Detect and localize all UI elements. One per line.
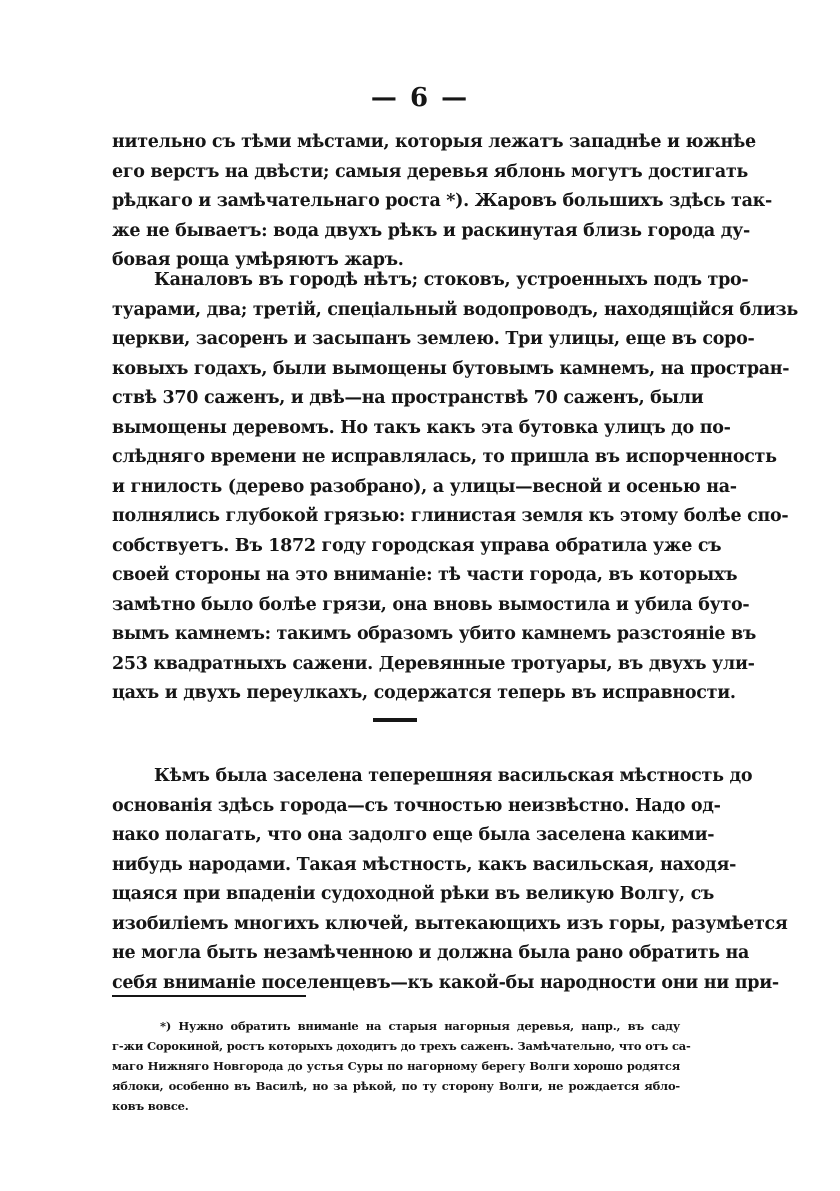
text-line: 253 квадратныхъ сажени. Деревянные тротуары, въ двухъ ули- [112, 653, 755, 674]
text-line: себя вниманіе поселенцевъ—къ какой-бы народности они ни при- [112, 972, 779, 993]
footnote-line: ковъ вовсе. [112, 1099, 189, 1113]
text-line: ствѣ 370 саженъ, и двѣ—на пространствѣ 70 саженъ, были [112, 388, 704, 408]
paragraph-settlement [112, 762, 788, 998]
text-line: не могла быть незамѣченною и должна была рано обратить на [112, 943, 750, 963]
text-line: туарами, два; третій, спеціальный водопроводъ, находящійся близь [112, 299, 798, 320]
text-line: нительно съ тѣми мѣстами, которыя лежатъ западнѣе и южнѣе [112, 132, 756, 152]
text-line: полнялись глубокой грязью: глинистая земля къ этому болѣе спо- [112, 506, 789, 526]
page-number: — 6 — [370, 83, 470, 113]
text-line: собствуетъ. Въ 1872 году городская управа обратила уже съ [112, 535, 722, 556]
section-separator [373, 718, 417, 722]
footnote-line: г-жи Сорокиной, ростъ которыхъ доходитъ до трехъ саженъ. Замѣчательно, что отъ са- [112, 1039, 691, 1053]
paragraph-canals [112, 266, 798, 709]
text-line: Каналовъ въ городѣ нѣтъ; стоковъ, устроенныхъ подъ тро- [154, 270, 749, 290]
text-line: его верстъ на двѣсти; самыя деревья яблонь могутъ достигать [112, 161, 749, 182]
text-line: Кѣмъ была заселена теперешняя васильская мѣстность до [154, 766, 753, 786]
text-line: основанія здѣсь города—съ точностью неизвѣстно. Надо од- [112, 795, 721, 816]
footnote-line: маго Нижняго Новгорода до устья Суры по нагорному берегу Волги хорошо родятся [112, 1059, 680, 1073]
footnote [112, 1016, 691, 1116]
footnote-line: яблоки, особенно въ Василѣ, но за рѣкой, по ту сторону Волги, не рождается ябло- [112, 1079, 680, 1093]
text-line: вымъ камнемъ: такимъ образомъ убито камнемъ разстояніе въ [112, 624, 757, 644]
footnote-line: *) Нужно обратить вниманіе на старыя нагорныя деревья, напр., въ саду [160, 1019, 680, 1033]
paragraph-climate [112, 128, 772, 276]
text-line: же не бываетъ: вода двухъ рѣкъ и раскинутая близь города ду- [112, 220, 750, 241]
text-line: нибудь народами. Такая мѣстность, какъ васильская, находя- [112, 854, 737, 875]
text-line: замѣтно было болѣе грязи, она вновь вымостила и убила буто- [112, 594, 750, 615]
text-line: нако полагать, что она задолго еще была заселена какими- [112, 825, 715, 845]
text-line: и гнилость (дерево разобрано), а улицы—весной и осенью на- [112, 476, 737, 497]
text-line: вымощены деревомъ. Но такъ какъ эта бутовка улицъ до по- [112, 417, 731, 438]
text-line: церкви, засоренъ и засыпанъ землею. Три улицы, еще въ соро- [112, 329, 755, 349]
text-line: бовая роща умѣряютъ жаръ. [112, 250, 404, 270]
text-line: ковыхъ годахъ, были вымощены бутовымъ камнемъ, на простран- [112, 358, 790, 379]
footnote-rule [112, 995, 306, 997]
text-line: изобиліемъ многихъ ключей, вытекающихъ изъ горы, разумѣется [112, 913, 788, 934]
text-line: своей стороны на это вниманіе: тѣ части города, въ которыхъ [112, 565, 738, 585]
text-line: рѣдкаго и замѣчательнаго роста *). Жаровъ большихъ здѣсь так- [112, 191, 772, 211]
text-line: щаяся при впаденіи судоходной рѣки въ великую Волгу, съ [112, 884, 715, 904]
text-line: цахъ и двухъ переулкахъ, содержатся теперь въ исправности. [112, 683, 736, 703]
text-line: слѣдняго времени не исправлялась, то пришла въ испорченность [112, 447, 777, 467]
